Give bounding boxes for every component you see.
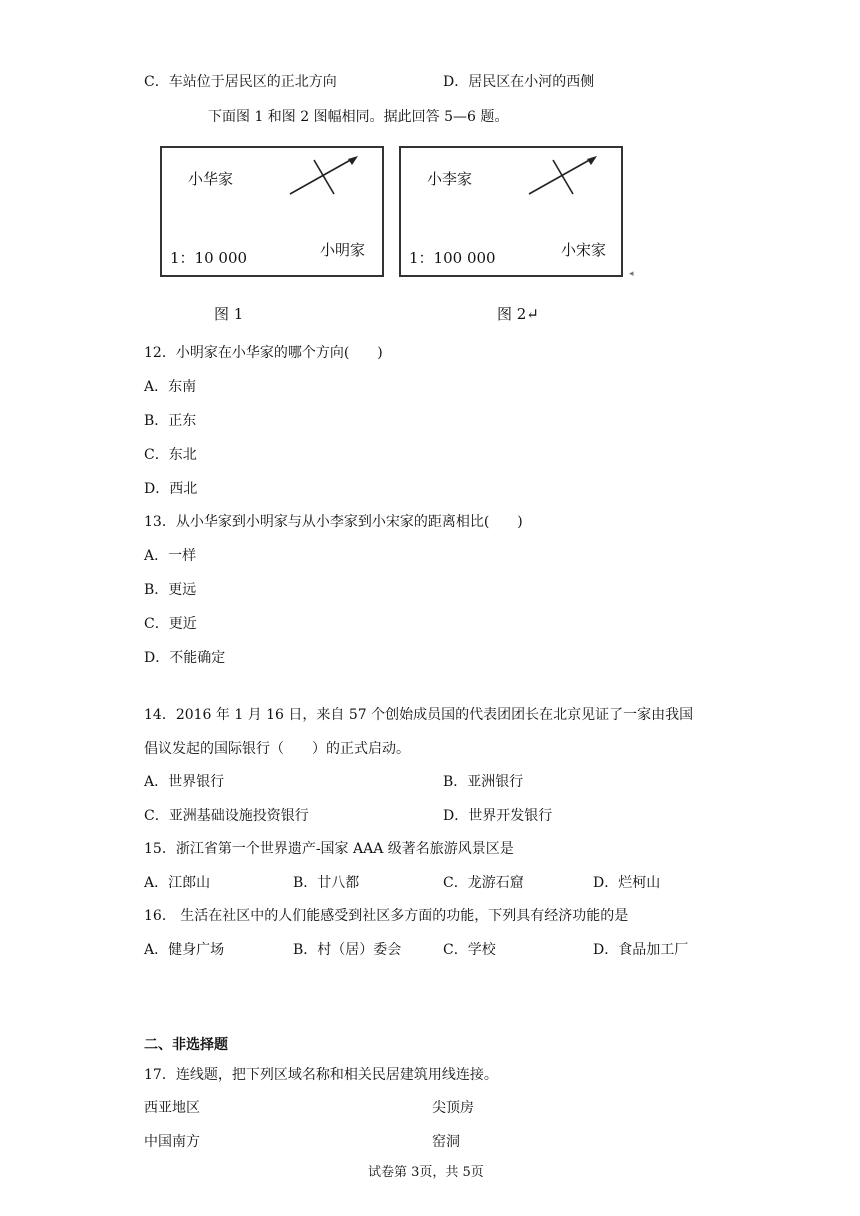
q14-stem-line1: 14．2016 年 1 月 16 日，来自 57 个创始成员国的代表团团长在北京见证了一家由我国 bbox=[144, 707, 694, 723]
figure-1-bottom-right-label: 小明家 bbox=[320, 241, 366, 259]
q14-option-c: C．亚洲基础设施投资银行 bbox=[144, 808, 309, 824]
q14-option-a: A．世界银行 bbox=[144, 774, 225, 790]
figure-1-caption: 图 1 bbox=[214, 305, 244, 323]
anchor-mark-icon: ◂ bbox=[629, 269, 634, 279]
q12-stem: 12．小明家在小华家的哪个方向( ) bbox=[144, 345, 383, 361]
page-footer: 试卷第 3页，共 5页 bbox=[368, 1165, 484, 1180]
q15-option-d: D．烂柯山 bbox=[593, 875, 661, 891]
q15-option-a: A．江郎山 bbox=[144, 875, 211, 891]
figures-intro: 下面图 1 和图 2 图幅相同。据此回答 5—6 题。 bbox=[208, 109, 509, 125]
q13-stem: 13．从小华家到小明家与从小李家到小宋家的距离相比( ) bbox=[144, 514, 523, 530]
north-arrow-icon bbox=[286, 156, 366, 206]
section-2-title: 二、非选择题 bbox=[144, 1037, 228, 1053]
figure-2-caption: 图 2↵ bbox=[497, 305, 539, 323]
figure-1-top-left-label: 小华家 bbox=[188, 170, 234, 188]
q14-option-d: D．世界开发银行 bbox=[443, 808, 553, 824]
q12-option-c: C．东北 bbox=[144, 447, 197, 463]
figure-2-map bbox=[399, 146, 623, 277]
q15-option-b: B．廿八都 bbox=[293, 875, 360, 891]
q13-option-c: C．更近 bbox=[144, 616, 197, 632]
figure-1-map bbox=[160, 146, 384, 277]
q17-left-1: 西亚地区 bbox=[144, 1100, 200, 1116]
q13-option-d: D．不能确定 bbox=[144, 650, 226, 666]
q12-option-d: D．西北 bbox=[144, 481, 198, 497]
q14-stem-line2: 倡议发起的国际银行（ ）的正式启动。 bbox=[144, 741, 410, 757]
q17-stem: 17．连线题，把下列区域名称和相关民居建筑用线连接。 bbox=[144, 1067, 498, 1083]
q17-left-2: 中国南方 bbox=[144, 1134, 200, 1150]
q12-option-b: B．正东 bbox=[144, 413, 197, 429]
q17-right-2: 窑洞 bbox=[432, 1134, 460, 1150]
q16-stem: 16． 生活在社区中的人们能感受到社区多方面的功能，下列具有经济功能的是 bbox=[144, 908, 629, 924]
figure-2-top-left-label: 小李家 bbox=[427, 170, 473, 188]
q14-option-b: B．亚洲银行 bbox=[443, 774, 524, 790]
figure-2-scale: 1：100 000 bbox=[409, 249, 496, 267]
figure-2-bottom-right-label: 小宋家 bbox=[561, 241, 607, 259]
north-arrow-icon bbox=[525, 156, 605, 206]
q16-option-d: D．食品加工厂 bbox=[593, 942, 689, 958]
q16-option-c: C．学校 bbox=[443, 942, 496, 958]
option-c-top: C．车站位于居民区的正北方向 bbox=[144, 74, 337, 90]
q15-stem: 15．浙江省第一个世界遗产-国家 AAA 级著名旅游风景区是 bbox=[144, 841, 514, 857]
q16-option-a: A．健身广场 bbox=[144, 942, 225, 958]
q13-option-a: A．一样 bbox=[144, 548, 197, 564]
q16-option-b: B．村（居）委会 bbox=[293, 942, 402, 958]
q17-right-1: 尖顶房 bbox=[432, 1100, 474, 1116]
option-d-top: D．居民区在小河的西侧 bbox=[443, 74, 595, 90]
figure-1-scale: 1：10 000 bbox=[170, 249, 248, 267]
q13-option-b: B．更远 bbox=[144, 582, 197, 598]
q12-option-a: A．东南 bbox=[144, 379, 197, 395]
q15-option-c: C．龙游石窟 bbox=[443, 875, 524, 891]
